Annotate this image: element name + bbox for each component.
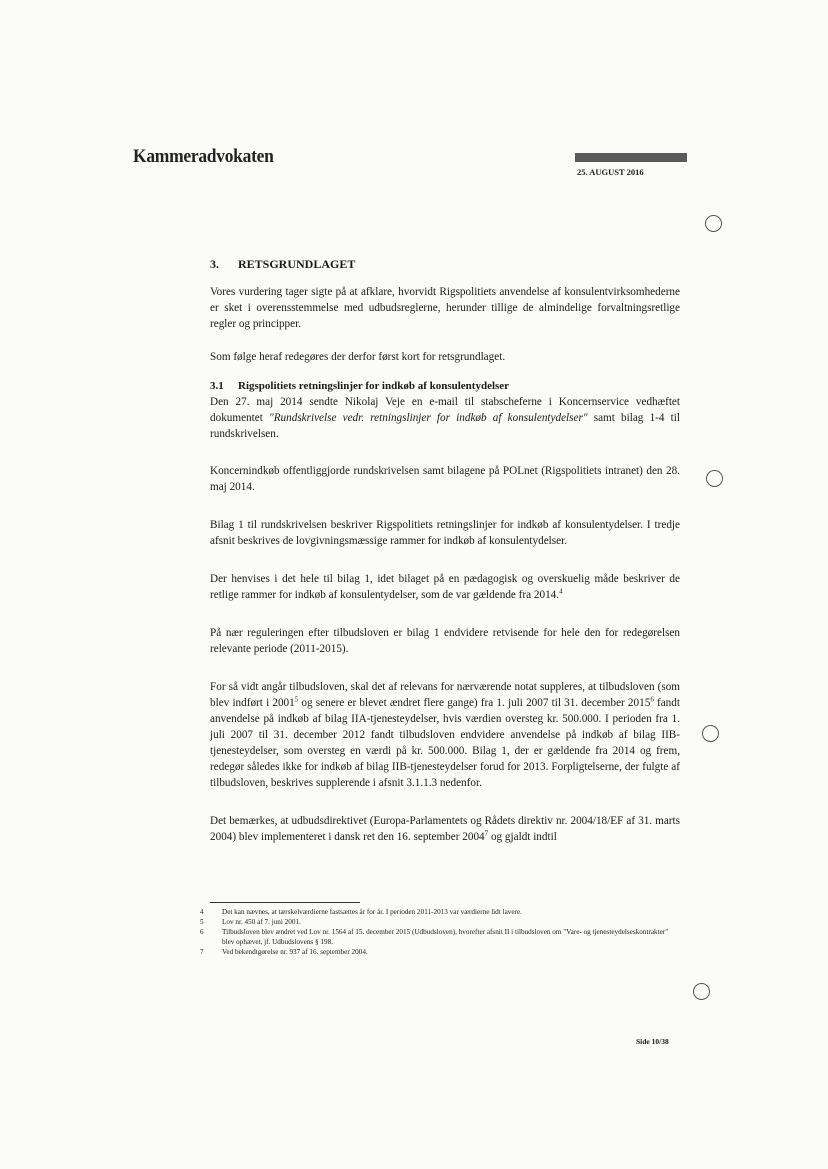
text-run: samt bilag 1-4 til rundskrivelsen. bbox=[210, 412, 680, 440]
text-run: Der henvises i det hele til bilag 1, idet bilaget på en pædagogisk og overskuelig måde beskriver de retlige rammer for indkøb af konsulentydelser, som de var gældende fra 2014. bbox=[210, 573, 680, 601]
paragraph: Bilag 1 til rundskrivelsen beskriver Rigspolitiets retningslinjer for indkøb af konsulentydelser. I tredje afsnit beskrives de lovgivningsmæssige rammer for indkøb af konsulentydelser. bbox=[210, 519, 680, 547]
footnote-text: Tilbudsloven blev ændret ved Lov nr. 1564 af 15. december 2015 (Udbudsloven), hvorefter afsnit II i tilbudsloven om "Vare- og tjenesteydelseskontrakter" blev ophævet, jf. Udbudslovens § 198. bbox=[222, 928, 669, 946]
paragraph: Koncernindkøb offentliggjorde rundskrivelsen samt bilagene på POLnet (Rigspolitiets intranet) den 28. maj 2014. bbox=[210, 465, 680, 493]
footnote-text: Ved bekendtgørelse nr. 937 af 16. september 2004. bbox=[222, 948, 368, 956]
footnote-ref[interactable]: 7 bbox=[484, 829, 489, 838]
footnote-text: Det kan nævnes, at tærskelværdierne fastsættes år for år. I perioden 2011-2013 var værdierne lidt lavere. bbox=[222, 908, 522, 916]
footnote-separator bbox=[210, 902, 360, 903]
paragraph bbox=[210, 394, 680, 442]
footnote-text: Lov nr. 450 af 7. juni 2001. bbox=[222, 918, 301, 926]
page-number: Side 10/38 bbox=[636, 1037, 669, 1046]
footnote-number: 6 bbox=[200, 928, 204, 936]
paragraph bbox=[210, 813, 680, 845]
logo: Kammeradvokaten bbox=[133, 146, 274, 167]
punch-hole bbox=[706, 470, 723, 487]
section-heading bbox=[210, 256, 680, 272]
paragraph bbox=[210, 679, 680, 791]
footnote bbox=[200, 907, 678, 917]
footnote-number: 5 bbox=[200, 918, 204, 926]
punch-hole bbox=[705, 215, 722, 232]
punch-hole bbox=[693, 983, 710, 1000]
footnotes bbox=[200, 907, 678, 957]
footnote-number: 4 bbox=[200, 908, 204, 916]
text-run: og senere er blevet ændret flere gange) fra 1. juli 2007 til 31. december 2015 bbox=[298, 697, 651, 709]
footnote-number: 7 bbox=[200, 948, 204, 956]
footnote-ref[interactable]: 4 bbox=[559, 587, 563, 596]
footnote-ref[interactable]: 6 bbox=[650, 695, 654, 704]
text-run: For så vidt angår tilbudsloven, skal det af relevans for nærværende notat suppleres, at tilbudsloven (som blev indført i 2001 bbox=[210, 681, 680, 709]
section-number: 3. bbox=[210, 257, 219, 271]
subsection-heading bbox=[210, 378, 680, 394]
document-body bbox=[210, 256, 680, 862]
text-run: Det bemærkes, at udbudsdirektivet (Europa-Parlamentets og Rådets direktiv nr. 2004/18/EF af 31. marts 2004) blev implementeret i dansk ret den 16. september 2004 bbox=[210, 815, 680, 843]
document-date: 25. AUGUST 2016 bbox=[577, 167, 644, 177]
paragraph: Som følge heraf redegøres der derfor først kort for retsgrundlaget. bbox=[210, 351, 506, 363]
punch-hole bbox=[702, 725, 719, 742]
text-run: og gjaldt indtil bbox=[488, 831, 557, 843]
date-bar bbox=[575, 153, 687, 162]
footnote bbox=[200, 927, 678, 947]
text-run: fandt anvendelse på indkøb af bilag IIA-tjenesteydelser, hvis værdien oversteg kr. 500.000. I perioden fra 1. juli 2007 til 31. december 2012 fandt tilbudsloven endvidere anvendelse på indkøb af bilag IIB-tjenesteydelser, som oversteg en værdi på kr. 500.000. Bilag 1, der er gældende fra 2014 og frem, redegør således ikke for indkøb af bilag IIB-tjenesteydelser forud for 2013. Forpligtelserne, der fulgte af tilbudsloven, beskrives supplerende i afsnit 3.1.1.3 nedenfor. bbox=[210, 697, 680, 789]
footnote bbox=[200, 947, 678, 957]
text-run: Den 27. maj 2014 sendte Nikolaj Veje en e-mail til stabscheferne i Koncernservice vedhæftet dokumentet bbox=[210, 396, 680, 424]
footnote-ref[interactable]: 5 bbox=[294, 695, 299, 704]
paragraph: Vores vurdering tager sigte på at afklare, hvorvidt Rigspolitiets anvendelse af konsulentvirksomhederne er sket i overensstemmelse med udbudsreglerne, herunder tillige de almindelige forvaltningsretlige regler og principper. bbox=[210, 286, 680, 330]
paragraph: På nær reguleringen efter tilbudsloven er bilag 1 endvidere retvisende for hele den for redegørelsen relevante periode (2011-2015). bbox=[210, 627, 680, 655]
section-title: RETSGRUNDLAGET bbox=[238, 257, 356, 271]
subsection-title: Rigspolitiets retningslinjer for indkøb af konsulentydelser bbox=[238, 380, 510, 392]
footnote bbox=[200, 917, 678, 927]
quoted-title: "Rundskrivelse vedr. retningslinjer for indkøb af konsulentydelser" bbox=[269, 412, 588, 424]
subsection-number: 3.1 bbox=[210, 380, 224, 392]
paragraph bbox=[210, 571, 680, 603]
